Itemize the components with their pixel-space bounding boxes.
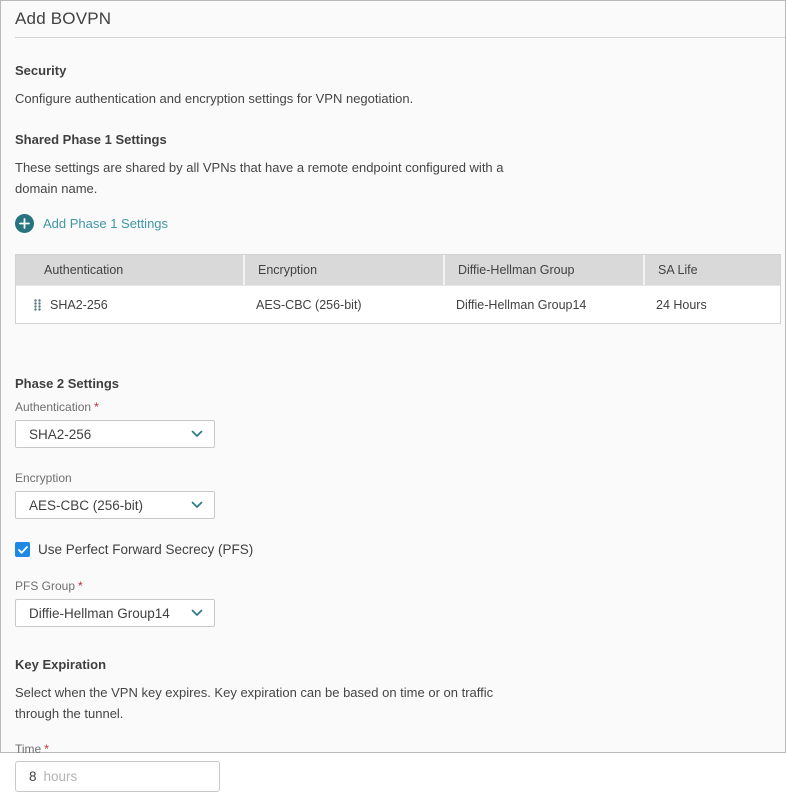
shared-phase1-heading: Shared Phase 1 Settings (15, 132, 167, 147)
table-row[interactable] (16, 285, 780, 323)
time-label (15, 742, 785, 756)
key-expiration-description: Select when the VPN key expires. Key expiration can be based on time or on traffic through the tunnel. (15, 685, 494, 721)
key-expiration-heading: Key Expiration (15, 657, 107, 672)
page-title: Add BOVPN (15, 9, 112, 28)
time-input[interactable] (15, 761, 220, 792)
time-label-text: Time (15, 742, 42, 756)
cell-authentication (16, 298, 243, 312)
time-input-unit: hours (43, 769, 78, 784)
add-plus-icon (15, 214, 34, 233)
column-header-encryption: Encryption (243, 255, 443, 285)
add-phase1-settings-label: Add Phase 1 Settings (43, 216, 169, 231)
encryption-select[interactable] (15, 491, 215, 519)
security-description: Configure authentication and encryption settings for VPN negotiation. (15, 91, 414, 106)
authentication-label-text: Authentication (15, 400, 92, 414)
cell-authentication-value: SHA2-256 (50, 297, 108, 312)
authentication-label (15, 400, 785, 414)
cell-encryption: AES-CBC (256-bit) (256, 297, 362, 312)
add-phase1-settings-button[interactable] (15, 214, 168, 233)
column-header-authentication: Authentication (44, 263, 124, 277)
pfs-group-selected-value: Diffie-Hellman Group14 (29, 605, 170, 621)
pfs-group-label-text: PFS Group (15, 579, 76, 593)
pfs-group-label (15, 579, 785, 593)
pfs-checkbox-row[interactable] (15, 542, 253, 557)
table-header-row (16, 255, 780, 285)
cell-dh-group: Diffie-Hellman Group14 (456, 297, 587, 312)
chevron-down-icon (191, 609, 203, 617)
required-marker: * (44, 742, 49, 756)
security-heading: Security (15, 63, 67, 78)
shared-phase1-description: These settings are shared by all VPNs that have a remote endpoint configured with a domain name. (15, 160, 504, 196)
encryption-selected-value: AES-CBC (256-bit) (29, 497, 144, 513)
drag-handle-icon[interactable] (34, 299, 41, 311)
chevron-down-icon (191, 501, 203, 509)
pfs-checkbox[interactable] (15, 542, 30, 557)
cell-sa-life: 24 Hours (656, 297, 707, 312)
phase2-heading: Phase 2 Settings (15, 376, 120, 391)
phase1-settings-table (15, 254, 781, 324)
column-header-dh-group: Diffie-Hellman Group (443, 255, 643, 285)
required-marker: * (94, 400, 99, 414)
chevron-down-icon (191, 430, 203, 438)
pfs-group-select[interactable] (15, 599, 215, 627)
encryption-label (15, 471, 785, 485)
page-header (15, 9, 785, 38)
authentication-selected-value: SHA2-256 (29, 426, 92, 442)
authentication-select[interactable] (15, 420, 215, 448)
required-marker: * (78, 579, 83, 593)
pfs-checkbox-label: Use Perfect Forward Secrecy (PFS) (38, 542, 254, 557)
encryption-label-text: Encryption (15, 471, 72, 485)
time-input-value: 8 (29, 769, 37, 784)
column-header-sa-life: SA Life (643, 255, 780, 285)
